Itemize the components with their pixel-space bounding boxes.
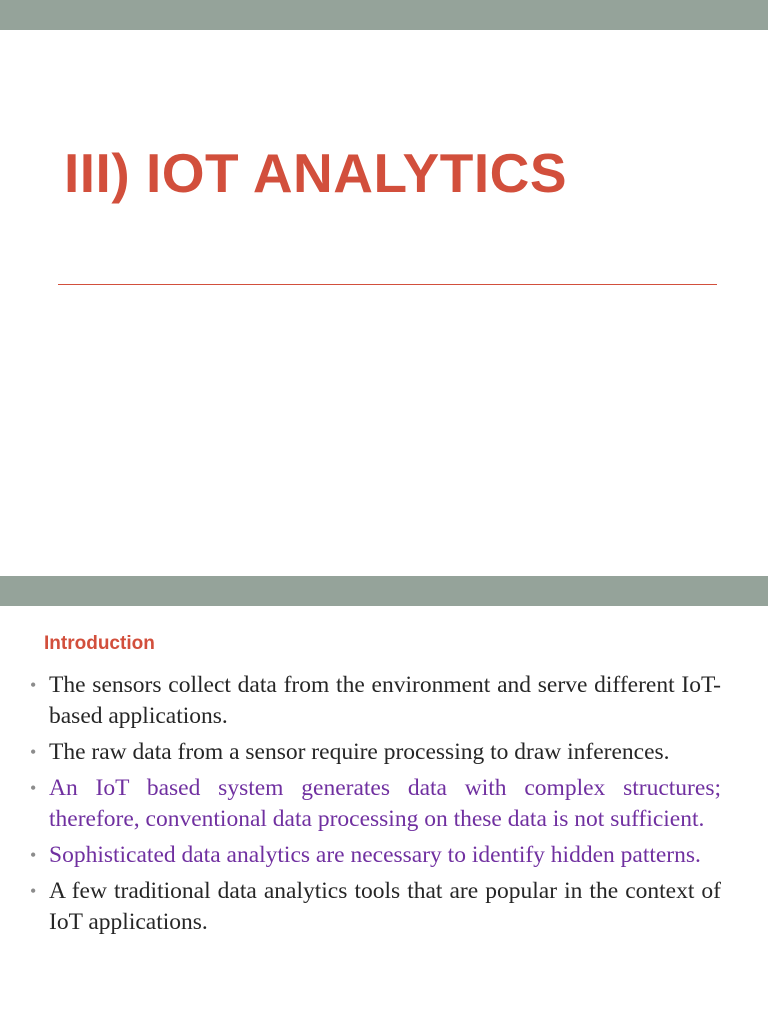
- bullet-icon: •: [30, 845, 37, 865]
- list-item: [30, 737, 721, 768]
- bullet-text: An IoT based system generates data with complex structures; therefore, conventional data processing on these data is not sufficient.: [49, 775, 721, 832]
- list-item: [30, 670, 721, 732]
- section-heading: Introduction: [44, 633, 155, 654]
- bullet-text: The raw data from a sensor require processing to draw inferences.: [49, 739, 670, 765]
- bullet-list: [30, 670, 721, 943]
- bullet-icon: •: [30, 881, 37, 901]
- list-item: [30, 773, 721, 835]
- list-item: [30, 876, 721, 938]
- middle-decorative-band: [0, 576, 768, 606]
- bullet-text: The sensors collect data from the environment and serve different IoT-based applications.: [49, 672, 721, 729]
- top-decorative-band: [0, 0, 768, 30]
- bullet-icon: •: [30, 742, 37, 762]
- list-item: [30, 840, 721, 871]
- bullet-text: Sophisticated data analytics are necessary to identify hidden patterns.: [49, 842, 701, 868]
- bullet-text: A few traditional data analytics tools that are popular in the context of IoT applications.: [49, 878, 721, 935]
- bullet-icon: •: [30, 778, 37, 798]
- title-underline: [58, 284, 717, 285]
- bullet-icon: •: [30, 675, 37, 695]
- slide-title: III) IOT ANALYTICS: [64, 142, 568, 204]
